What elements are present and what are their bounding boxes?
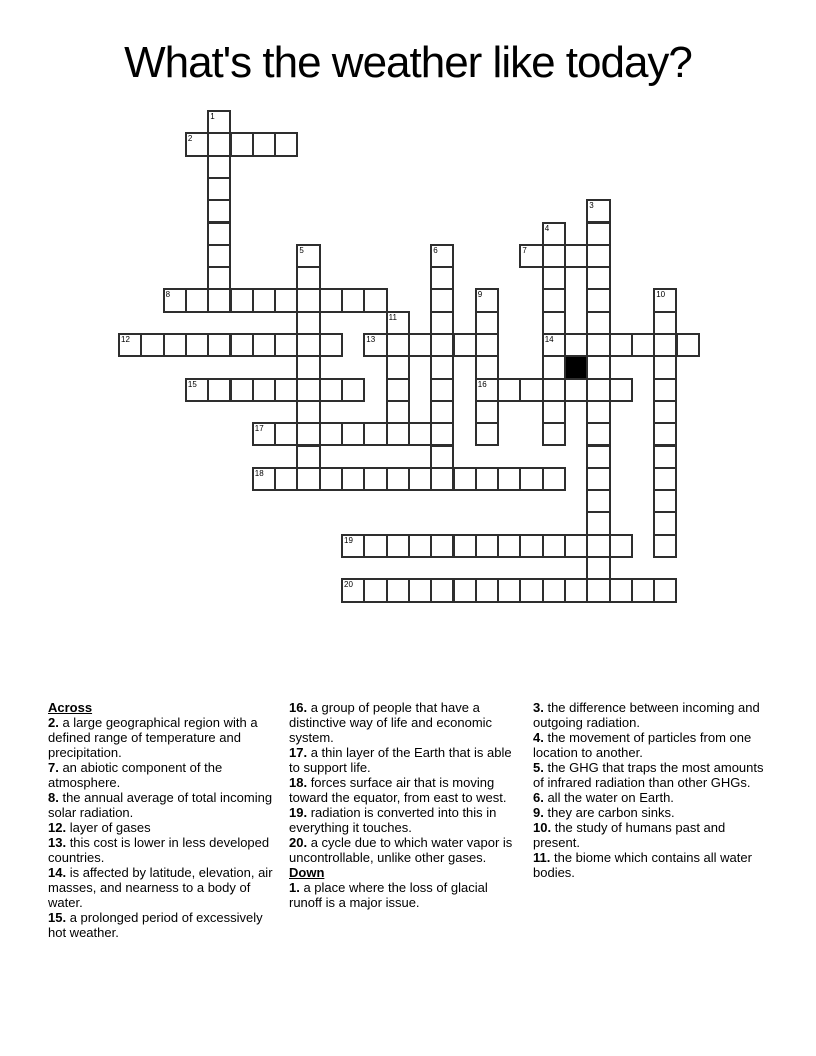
grid-cell[interactable] xyxy=(252,333,276,357)
grid-cell[interactable] xyxy=(386,534,410,558)
grid-cell[interactable] xyxy=(408,467,432,491)
grid-cell[interactable] xyxy=(653,467,677,491)
grid-cell[interactable] xyxy=(609,378,633,402)
clue-item: 14. is affected by latitude, elevation, air masses, and nearness to a body of water. xyxy=(48,865,273,910)
grid-cell[interactable] xyxy=(207,222,231,246)
clue-item: 4. the movement of particles from one location to another. xyxy=(533,730,752,760)
cell-number: 18 xyxy=(254,468,264,478)
grid-cell[interactable] xyxy=(296,311,320,335)
grid-cell[interactable] xyxy=(653,578,677,602)
grid-cell[interactable] xyxy=(453,578,477,602)
cell-number: 19 xyxy=(344,535,353,545)
clue-item: 6. all the water on Earth. xyxy=(533,790,674,805)
grid-cell[interactable] xyxy=(586,534,610,558)
cell-number: 9 xyxy=(477,290,483,300)
grid-cell[interactable] xyxy=(185,333,209,357)
grid-cell[interactable] xyxy=(586,422,610,446)
grid-cell[interactable] xyxy=(475,400,499,424)
clue-item: 18. forces surface air that is moving toward the equator, from east to west. xyxy=(289,775,507,805)
grid-cell[interactable] xyxy=(542,311,566,335)
grid-cell[interactable] xyxy=(497,534,521,558)
clue-item: 16. a group of people that have a distinctive way of life and economic system. xyxy=(289,700,493,745)
grid-cell[interactable] xyxy=(653,378,677,402)
clue-item: 1. a place where the loss of glacial runoff is a major issue. xyxy=(289,880,488,910)
grid-cell[interactable] xyxy=(564,244,588,268)
cell-number: 7 xyxy=(522,245,527,255)
grid-cell[interactable] xyxy=(252,422,276,446)
grid-cell[interactable] xyxy=(497,578,521,602)
grid-cell[interactable] xyxy=(609,578,633,602)
grid-cell[interactable] xyxy=(207,110,231,134)
grid-cell[interactable] xyxy=(475,467,499,491)
clue-item: 20. a cycle due to which water vapor is uncontrollable, unlike other gases. xyxy=(289,835,513,865)
grid-cell[interactable] xyxy=(386,311,410,335)
grid-cell[interactable] xyxy=(631,333,655,357)
cell-number: 10 xyxy=(656,290,666,300)
grid-cell[interactable] xyxy=(163,333,187,357)
grid-cell[interactable] xyxy=(542,422,566,446)
grid-cell[interactable] xyxy=(386,333,410,357)
cell-number: 8 xyxy=(165,290,171,300)
grid-cell[interactable] xyxy=(475,355,499,379)
grid-cell[interactable] xyxy=(408,578,432,602)
grid-cell[interactable] xyxy=(341,378,365,402)
grid-cell[interactable] xyxy=(341,422,365,446)
grid-cell[interactable] xyxy=(542,266,566,290)
grid-cell[interactable] xyxy=(653,489,677,513)
grid-cell[interactable] xyxy=(542,222,566,246)
clue-item: 5. the GHG that traps the most amounts of infrared radiation than other GHGs. xyxy=(533,760,764,790)
grid-cell[interactable] xyxy=(386,467,410,491)
grid-cell[interactable] xyxy=(430,266,454,290)
grid-cell[interactable] xyxy=(586,489,610,513)
clue-number: 18. xyxy=(289,775,308,790)
clue-number: 5. xyxy=(533,760,544,775)
cell-number: 13 xyxy=(366,335,376,344)
grid-cell[interactable] xyxy=(453,467,477,491)
grid-cell[interactable] xyxy=(564,534,588,558)
grid-cell[interactable] xyxy=(408,422,432,446)
grid-cell[interactable] xyxy=(653,333,677,357)
grid-cell[interactable] xyxy=(631,578,655,602)
grid-cell[interactable] xyxy=(274,132,298,156)
clue-item: 8. the annual average of total incoming solar radiation. xyxy=(48,790,273,820)
clue-number: 13. xyxy=(48,835,67,850)
across-header: Across xyxy=(48,700,93,715)
grid-cell[interactable] xyxy=(430,378,454,402)
grid-cell[interactable] xyxy=(341,578,365,602)
grid-cell[interactable] xyxy=(319,333,343,357)
grid-cell[interactable] xyxy=(586,400,610,424)
grid-cell[interactable] xyxy=(586,222,610,246)
clue-item: 19. radiation is converted into this in everything it touches. xyxy=(289,805,497,835)
grid-cell[interactable] xyxy=(430,422,454,446)
grid-cell[interactable] xyxy=(542,400,566,424)
grid-cell[interactable] xyxy=(564,578,588,602)
grid-cell[interactable] xyxy=(274,333,298,357)
grid-cell[interactable] xyxy=(519,467,543,491)
grid-cell[interactable] xyxy=(230,333,254,357)
grid-cell[interactable] xyxy=(140,333,164,357)
grid-cell[interactable] xyxy=(430,445,454,469)
grid-cell[interactable] xyxy=(408,534,432,558)
grid-cell[interactable] xyxy=(519,378,543,402)
grid-cell[interactable] xyxy=(430,534,454,558)
grid-cell[interactable] xyxy=(252,132,276,156)
grid-cell[interactable] xyxy=(363,467,387,491)
grid-cell[interactable] xyxy=(252,288,276,312)
cell-number: 4 xyxy=(544,223,550,233)
cell-number: 3 xyxy=(589,201,594,211)
clue-number: 14. xyxy=(48,865,67,880)
grid-cell[interactable] xyxy=(386,378,410,402)
grid-cell[interactable] xyxy=(430,333,454,357)
clue-item: 17. a thin layer of the Earth that is able to support life. xyxy=(289,745,512,775)
clue-item: 13. this cost is lower in less developed countries. xyxy=(48,835,270,865)
clue-number: 8. xyxy=(48,790,59,805)
clue-number: 9. xyxy=(533,805,544,820)
clue-number: 15. xyxy=(48,910,67,925)
grid-cell[interactable] xyxy=(542,378,566,402)
grid-cell[interactable] xyxy=(542,534,566,558)
grid-cell[interactable] xyxy=(274,288,298,312)
grid-cell[interactable] xyxy=(519,244,543,268)
grid-cell[interactable] xyxy=(586,511,610,535)
grid-cell[interactable] xyxy=(118,333,142,357)
clue-number: 11. xyxy=(533,850,551,865)
puzzle-title: What's the weather like today? xyxy=(124,38,692,87)
grid-cell[interactable] xyxy=(586,556,610,580)
grid-cell[interactable] xyxy=(564,378,588,402)
grid-cell[interactable] xyxy=(586,244,610,268)
grid-cell[interactable] xyxy=(586,311,610,335)
grid-cell[interactable] xyxy=(542,467,566,491)
cell-number: 1 xyxy=(210,112,215,121)
clue-number: 19. xyxy=(289,805,308,820)
cell-number: 14 xyxy=(544,335,554,344)
clue-number: 7. xyxy=(48,760,59,775)
grid-cell[interactable] xyxy=(296,378,320,402)
grid-cell[interactable] xyxy=(430,355,454,379)
grid-cell[interactable] xyxy=(185,288,209,312)
grid-cell[interactable] xyxy=(497,378,521,402)
clue-number: 20. xyxy=(289,835,308,850)
grid-cell[interactable] xyxy=(207,288,231,312)
grid-cell[interactable] xyxy=(274,467,298,491)
clue-number: 17. xyxy=(289,745,308,760)
grid-cell[interactable] xyxy=(542,333,566,357)
cell-number: 6 xyxy=(433,245,438,255)
grid-cell[interactable] xyxy=(207,155,231,179)
grid-cell[interactable] xyxy=(653,422,677,446)
clue-item: 3. the difference between incoming and outgoing radiation. xyxy=(533,700,760,730)
grid-cell[interactable] xyxy=(341,467,365,491)
grid-cell[interactable] xyxy=(296,333,320,357)
grid-cell[interactable] xyxy=(230,378,254,402)
grid-cell[interactable] xyxy=(430,400,454,424)
grid-cell[interactable] xyxy=(363,578,387,602)
grid-cell[interactable] xyxy=(430,578,454,602)
grid-cell[interactable] xyxy=(207,266,231,290)
clue-item: 11. the biome which contains all water bodies. xyxy=(533,850,752,880)
grid-cell[interactable] xyxy=(475,534,499,558)
cell-number: 2 xyxy=(187,134,193,144)
grid-cell[interactable] xyxy=(653,534,677,558)
down-header: Down xyxy=(289,865,325,880)
grid-cell[interactable] xyxy=(653,511,677,535)
grid-cell[interactable] xyxy=(319,422,343,446)
clue-number: 12. xyxy=(48,820,67,835)
grid-cell[interactable] xyxy=(653,400,677,424)
grid-cell[interactable] xyxy=(475,333,499,357)
grid-cell[interactable] xyxy=(296,355,320,379)
clue-number: 6. xyxy=(533,790,544,805)
grid-cell[interactable] xyxy=(408,333,432,357)
grid-cell[interactable] xyxy=(430,467,454,491)
cell-number: 17 xyxy=(254,424,264,434)
cell-number: 15 xyxy=(187,379,197,389)
grid-cell[interactable] xyxy=(386,355,410,379)
grid-cell[interactable] xyxy=(430,288,454,312)
grid-cell[interactable] xyxy=(586,578,610,602)
grid-cell[interactable] xyxy=(386,422,410,446)
grid-cell[interactable] xyxy=(207,177,231,201)
grid-cell-black xyxy=(564,355,588,379)
grid-cell[interactable] xyxy=(363,422,387,446)
grid-cell[interactable] xyxy=(542,288,566,312)
grid-cell[interactable] xyxy=(296,266,320,290)
grid-cell[interactable] xyxy=(207,199,231,223)
grid-cell[interactable] xyxy=(564,333,588,357)
grid-cell[interactable] xyxy=(475,578,499,602)
clue-number: 1. xyxy=(289,880,300,895)
grid-cell[interactable] xyxy=(586,445,610,469)
clue-item: 12. layer of gases xyxy=(48,820,151,835)
grid-cell[interactable] xyxy=(586,355,610,379)
grid-cell[interactable] xyxy=(185,378,209,402)
grid-cell[interactable] xyxy=(363,534,387,558)
grid-cell[interactable] xyxy=(296,467,320,491)
grid-cell[interactable] xyxy=(274,378,298,402)
grid-cell[interactable] xyxy=(475,288,499,312)
grid-cell[interactable] xyxy=(497,467,521,491)
grid-cell[interactable] xyxy=(519,534,543,558)
grid-cell[interactable] xyxy=(363,288,387,312)
grid-cell[interactable] xyxy=(230,288,254,312)
grid-cell[interactable] xyxy=(163,288,187,312)
grid-cell[interactable] xyxy=(586,266,610,290)
grid-cell[interactable] xyxy=(453,534,477,558)
cell-number: 5 xyxy=(299,245,304,255)
clue-item: 2. a large geographical region with a defined range of temperature and precipitation. xyxy=(48,715,258,760)
grid-cell[interactable] xyxy=(386,578,410,602)
grid-cell[interactable] xyxy=(185,132,209,156)
grid-cell[interactable] xyxy=(609,333,633,357)
grid-cell[interactable] xyxy=(207,132,231,156)
grid-cell[interactable] xyxy=(542,578,566,602)
grid-cell[interactable] xyxy=(230,132,254,156)
grid-cell[interactable] xyxy=(296,445,320,469)
grid-cell[interactable] xyxy=(319,378,343,402)
cell-number: 12 xyxy=(121,335,130,344)
grid-cell[interactable] xyxy=(296,244,320,268)
grid-cell[interactable] xyxy=(676,333,700,357)
clue-number: 3. xyxy=(533,700,544,715)
clue-number: 2. xyxy=(48,715,59,730)
grid-cell[interactable] xyxy=(586,467,610,491)
cell-number: 11 xyxy=(388,312,397,322)
cell-number: 16 xyxy=(477,379,487,389)
clue-number: 10. xyxy=(533,820,552,835)
grid-cell[interactable] xyxy=(542,355,566,379)
grid-cell[interactable] xyxy=(207,333,231,357)
grid-cell[interactable] xyxy=(542,244,566,268)
grid-cell[interactable] xyxy=(586,288,610,312)
grid-cell[interactable] xyxy=(653,355,677,379)
grid-cell[interactable] xyxy=(653,288,677,312)
grid-cell[interactable] xyxy=(586,333,610,357)
grid-cell[interactable] xyxy=(386,400,410,424)
grid-cell[interactable] xyxy=(519,578,543,602)
clue-item: 10. the study of humans past and present. xyxy=(533,820,726,850)
grid-cell[interactable] xyxy=(252,378,276,402)
grid-cell[interactable] xyxy=(252,467,276,491)
grid-cell[interactable] xyxy=(586,199,610,223)
grid-cell[interactable] xyxy=(319,288,343,312)
clue-column-1 xyxy=(48,700,281,940)
grid-cell[interactable] xyxy=(475,378,499,402)
grid-cell[interactable] xyxy=(653,445,677,469)
grid-cell[interactable] xyxy=(319,467,343,491)
clue-item: 7. an abiotic component of the atmosphere. xyxy=(48,760,223,790)
grid-cell[interactable] xyxy=(207,378,231,402)
grid-cell[interactable] xyxy=(363,333,387,357)
cell-number: 20 xyxy=(344,580,353,590)
grid-cell[interactable] xyxy=(341,534,365,558)
grid-cell[interactable] xyxy=(653,311,677,335)
grid-cell[interactable] xyxy=(296,288,320,312)
grid-cell[interactable] xyxy=(586,378,610,402)
grid-cell[interactable] xyxy=(453,333,477,357)
grid-cell[interactable] xyxy=(430,244,454,268)
clue-item: 9. they are carbon sinks. xyxy=(533,805,675,820)
grid-cell[interactable] xyxy=(296,400,320,424)
grid-cell[interactable] xyxy=(430,311,454,335)
clue-number: 16. xyxy=(289,700,308,715)
grid-cell[interactable] xyxy=(296,422,320,446)
clue-item: 15. a prolonged period of excessively hot weather. xyxy=(48,910,263,940)
clue-number: 4. xyxy=(533,730,544,745)
grid-cell[interactable] xyxy=(207,244,231,268)
grid-cell[interactable] xyxy=(475,311,499,335)
grid-cell[interactable] xyxy=(609,534,633,558)
grid-cell[interactable] xyxy=(274,422,298,446)
clue-column-2 xyxy=(289,700,523,910)
grid-cell[interactable] xyxy=(475,422,499,446)
clue-column-3 xyxy=(533,700,771,880)
grid-cell[interactable] xyxy=(341,288,365,312)
